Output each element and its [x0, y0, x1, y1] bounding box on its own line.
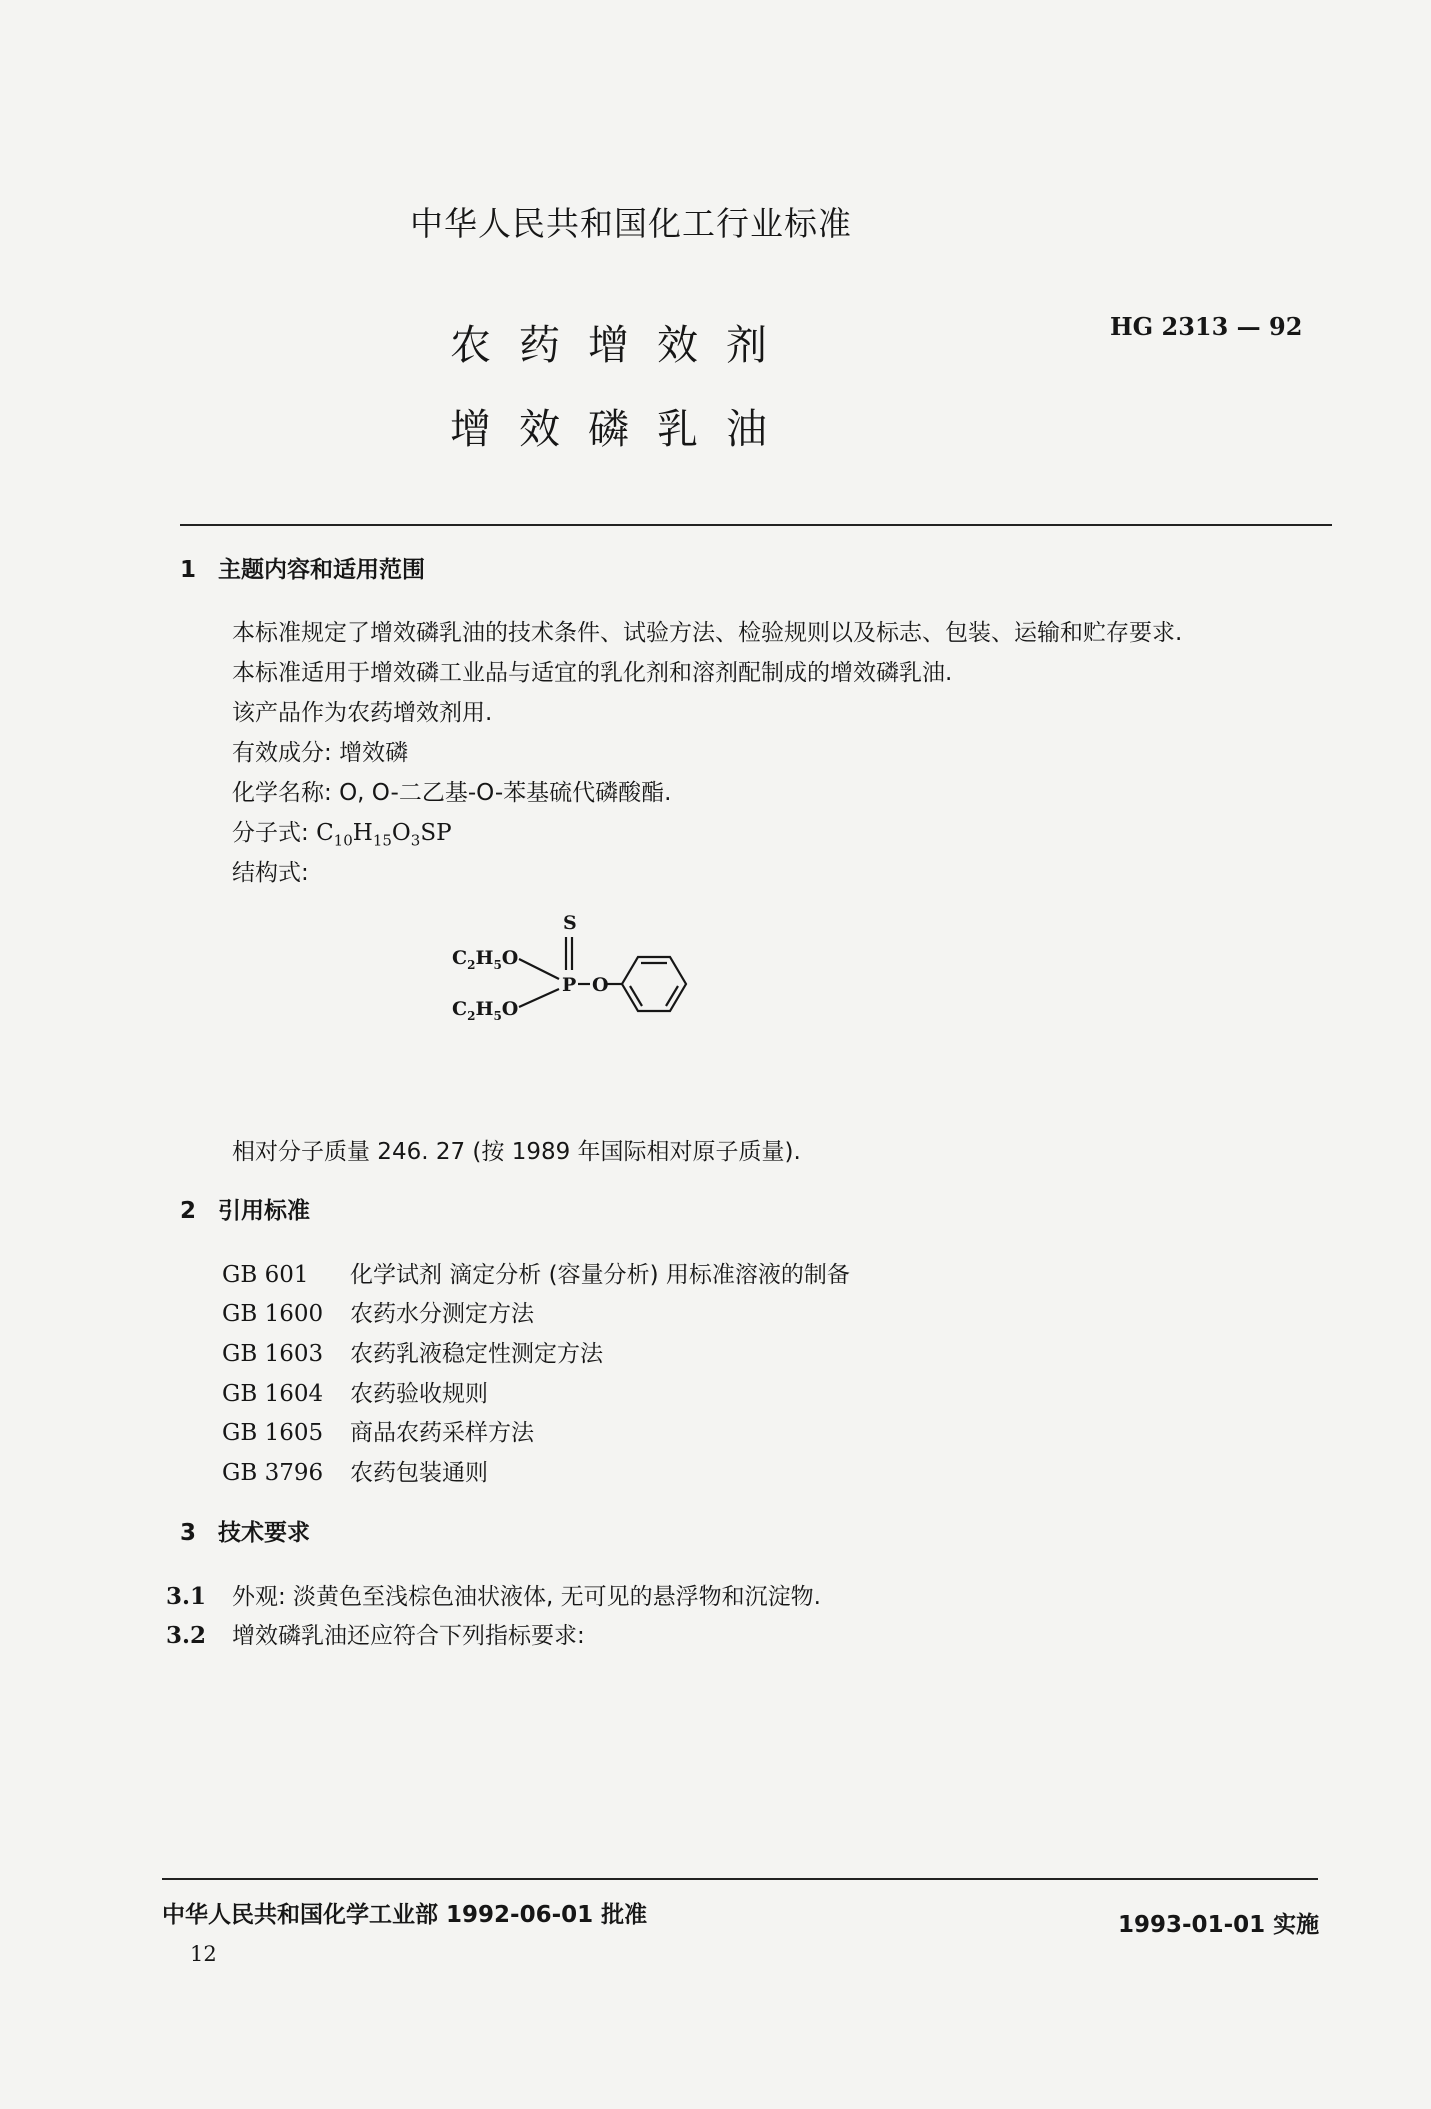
standard-code: HG 2313 — 92 [1110, 312, 1303, 341]
header-divider [180, 524, 1332, 526]
reference-row [222, 1295, 534, 1328]
section-1-title: 主题内容和适用范围 [218, 557, 425, 583]
reference-title: 商品农药采样方法 [350, 1420, 534, 1446]
molecular-formula-rendered: $C_{10}H_{15}O_3SP$ [316, 820, 452, 850]
ethoxy-group-top: $C_2H_5O$ [452, 947, 519, 972]
reference-row [222, 1375, 488, 1408]
ester-oxygen-atom: O [592, 974, 609, 996]
reference-code: GB 3796 [222, 1460, 324, 1486]
chemical-name-line [232, 774, 671, 807]
ethoxy-group-bottom: $C_2H_5O$ [452, 998, 519, 1023]
benzene-ring [622, 957, 686, 1011]
section-1-paragraph-2: 本标准适用于增效磷工业品与适宜的乳化剂和溶剂配制成的增效磷乳油. [232, 660, 953, 686]
clause-3-2-number: 3.2 [166, 1622, 207, 1649]
active-ingredient-label: 有效成分: [232, 740, 332, 766]
section-1-paragraph-3: 该产品作为农药增效剂用. [232, 700, 493, 726]
standard-body-title: 中华人民共和国化工行业标准 [410, 204, 852, 243]
reference-title: 农药水分测定方法 [350, 1301, 534, 1327]
phosphorus-atom: P [562, 974, 577, 996]
reference-code: GB 1600 [222, 1301, 324, 1327]
page-number: 12 [190, 1942, 217, 1966]
reference-row [222, 1335, 603, 1368]
clause-3-1 [166, 1578, 821, 1611]
document-title-line2: 增效磷乳油 [450, 405, 795, 453]
chemical-name-value: O, O-二乙基-O-苯基硫代磷酸酯. [339, 780, 672, 806]
reference-title: 农药包装通则 [350, 1460, 488, 1486]
section-3-heading [180, 1514, 310, 1547]
section-2-title: 引用标准 [218, 1198, 310, 1224]
section-2-heading [180, 1192, 310, 1225]
reference-code: GB 1605 [222, 1420, 324, 1446]
reference-row [222, 1414, 534, 1447]
reference-row [222, 1454, 488, 1487]
section-1-paragraph-1: 本标准规定了增效磷乳油的技术条件、试验方法、检验规则以及标志、包装、运输和贮存要求. [232, 620, 1183, 646]
reference-title: 农药验收规则 [350, 1381, 488, 1407]
section-1-heading [180, 551, 425, 584]
clause-3-2 [166, 1617, 585, 1650]
reference-title: 农药乳液稳定性测定方法 [350, 1341, 603, 1367]
document-title-line1: 农药增效剂 [450, 321, 795, 369]
bond-ethoxy-bottom [519, 989, 559, 1007]
clause-3-1-text: 外观: 淡黄色至浅棕色油状液体, 无可见的悬浮物和沉淀物. [232, 1584, 821, 1610]
benzene-double-bond-3 [630, 986, 642, 1006]
clause-3-2-text: 增效磷乳油还应符合下列指标要求: [232, 1623, 585, 1649]
clause-3-1-number: 3.1 [166, 1583, 207, 1610]
reference-title: 化学试剂 滴定分析 (容量分析) 用标准溶液的制备 [350, 1262, 850, 1288]
footer-divider [162, 1878, 1318, 1880]
section-2-number: 2 [180, 1198, 197, 1224]
section-3-number: 3 [180, 1520, 197, 1546]
reference-code: GB 601 [222, 1262, 309, 1288]
molecular-formula-label: 分子式: [232, 820, 309, 846]
section-3-title: 技术要求 [218, 1520, 310, 1546]
benzene-double-bond-2 [666, 986, 678, 1006]
sulfur-atom: S [563, 915, 577, 934]
structure-label: 结构式: [232, 860, 309, 886]
bond-ethoxy-top [519, 959, 559, 979]
reference-code: GB 1604 [222, 1381, 324, 1407]
effective-date: 1993-01-01 实施 [1118, 1912, 1320, 1938]
approval-statement: 中华人民共和国化学工业部 1992-06-01 批准 [162, 1902, 648, 1928]
relative-molecular-mass: 相对分子质量 246. 27 (按 1989 年国际相对原子质量). [232, 1139, 801, 1165]
section-1-number: 1 [180, 557, 197, 583]
structural-formula-diagram [440, 915, 720, 1035]
molecular-formula-line [232, 814, 452, 850]
active-ingredient-line [232, 734, 408, 767]
chemical-name-label: 化学名称: [232, 780, 332, 806]
active-ingredient-value: 增效磷 [339, 740, 409, 766]
reference-code: GB 1603 [222, 1341, 324, 1367]
reference-row [222, 1256, 850, 1289]
